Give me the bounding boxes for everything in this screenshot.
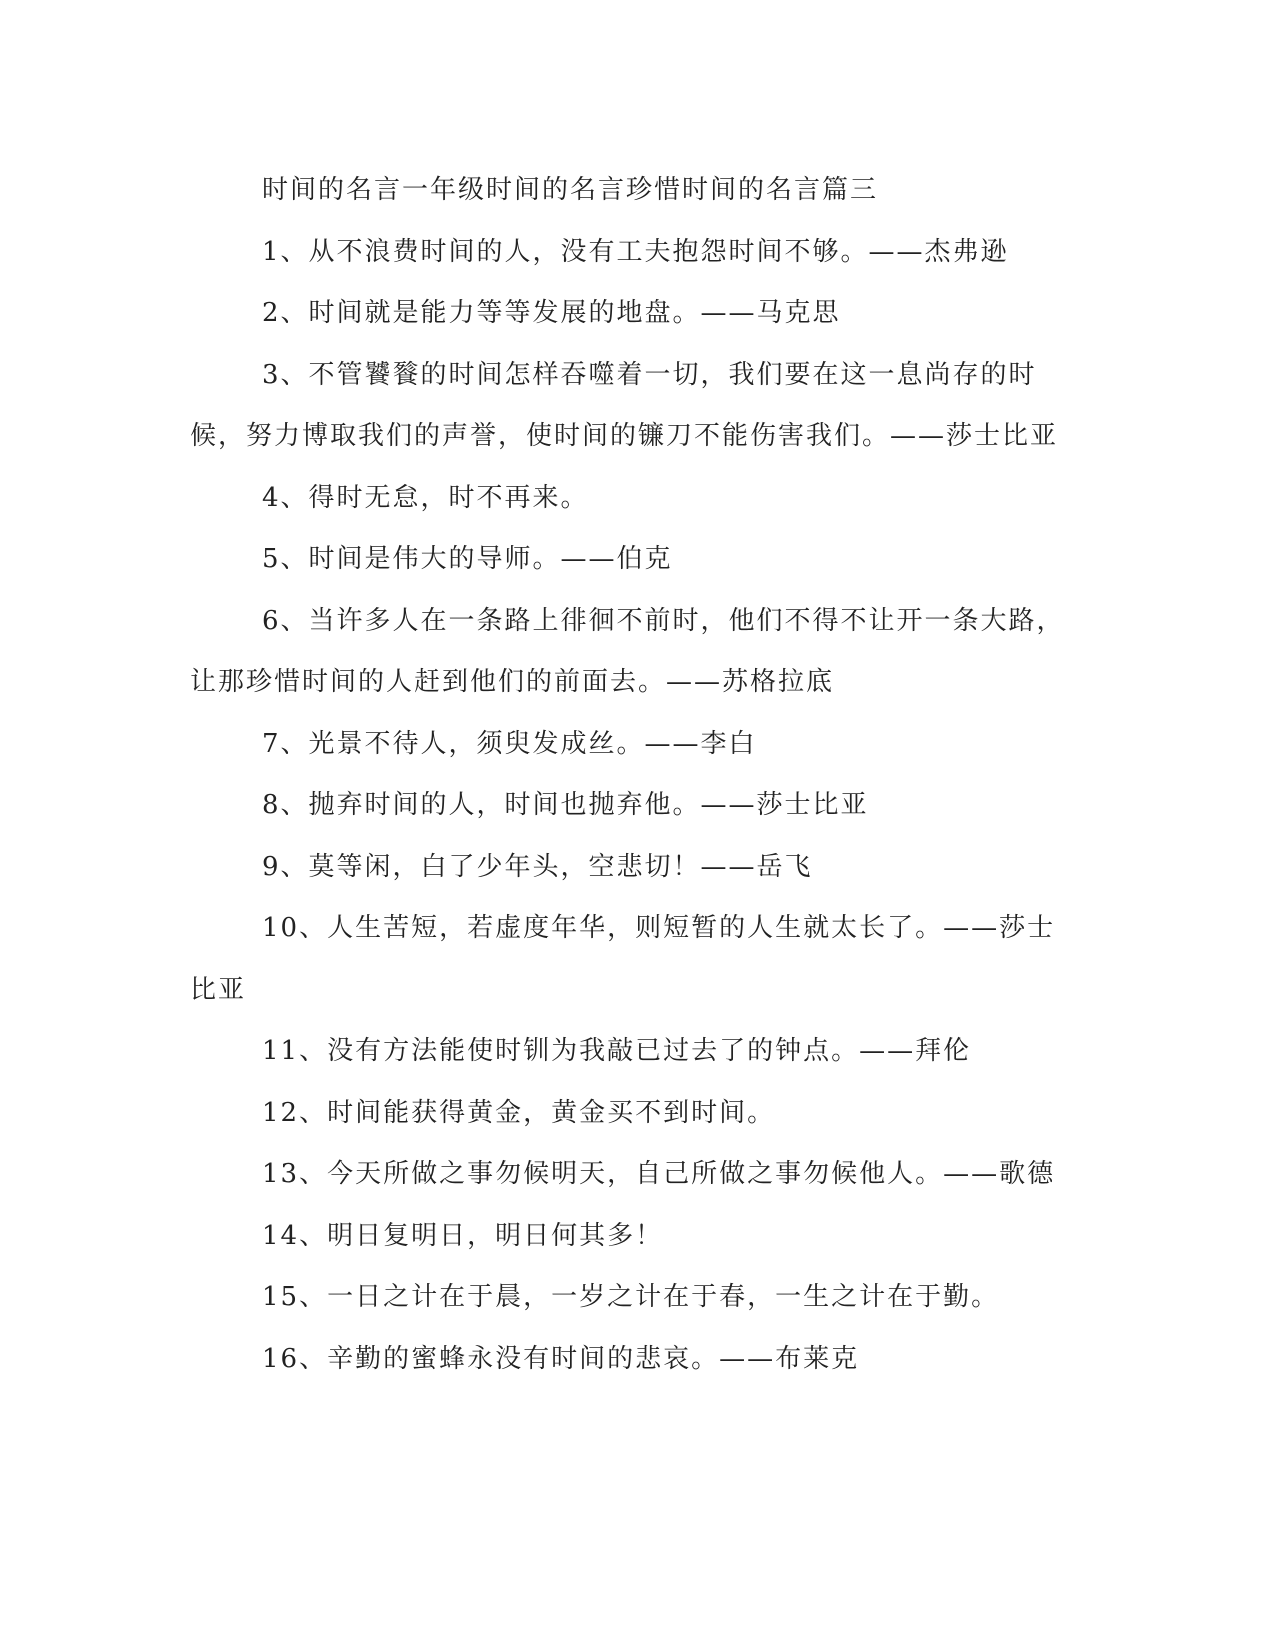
quote-item-7: 7、光景不待人，须臾发成丝。——李白 [262, 728, 757, 759]
quote-item-16: 16、辛勤的蜜蜂永没有时间的悲哀。——布莱克 [262, 1343, 860, 1374]
quote-item-10: 10、人生苦短，若虚度年华，则短暂的人生就太长了。——莎士比亚 [190, 913, 1056, 1005]
quote-item-13: 13、今天所做之事勿候明天，自己所做之事勿候他人。——歌德 [262, 1159, 1056, 1189]
quote-item-8: 8、抛弃时间的人，时间也抛弃他。——莎士比亚 [262, 790, 869, 820]
quote-item-4: 4、得时无怠，时不再来。 [262, 482, 589, 513]
document-body [190, 160, 1070, 1390]
quote-item-15: 15、一日之计在于晨，一岁之计在于春，一生之计在于勤。 [262, 1282, 1000, 1312]
quote-item-5: 5、时间是伟大的导师。——伯克 [262, 544, 673, 574]
quote-item-6: 6、当许多人在一条路上徘徊不前时，他们不得不让开一条大路，让那珍惜时间的人赶到他们的前面去。——苏格拉底 [190, 605, 1065, 697]
quote-item-2: 2、时间就是能力等等发展的地盘。——马克思 [262, 298, 841, 328]
document-title: 时间的名言一年级时间的名言珍惜时间的名言篇三 [262, 175, 879, 205]
quote-item-9: 9、莫等闲，白了少年头，空悲切！——岳飞 [262, 851, 813, 882]
quote-item-12: 12、时间能获得黄金，黄金买不到时间。 [262, 1097, 776, 1128]
quote-item-1: 1、从不浪费时间的人，没有工夫抱怨时间不够。——杰弗逊 [262, 236, 1009, 267]
quote-item-14: 14、明日复明日，明日何其多！ [262, 1220, 664, 1251]
quote-item-3: 3、不管饕餮的时间怎样吞噬着一切，我们要在这一息尚存的时候，努力博取我们的声誉，使时间的镰刀不能伤害我们。——莎士比亚 [190, 359, 1059, 451]
quote-item-11: 11、没有方法能使时钏为我敲已过去了的钟点。——拜伦 [262, 1036, 972, 1066]
